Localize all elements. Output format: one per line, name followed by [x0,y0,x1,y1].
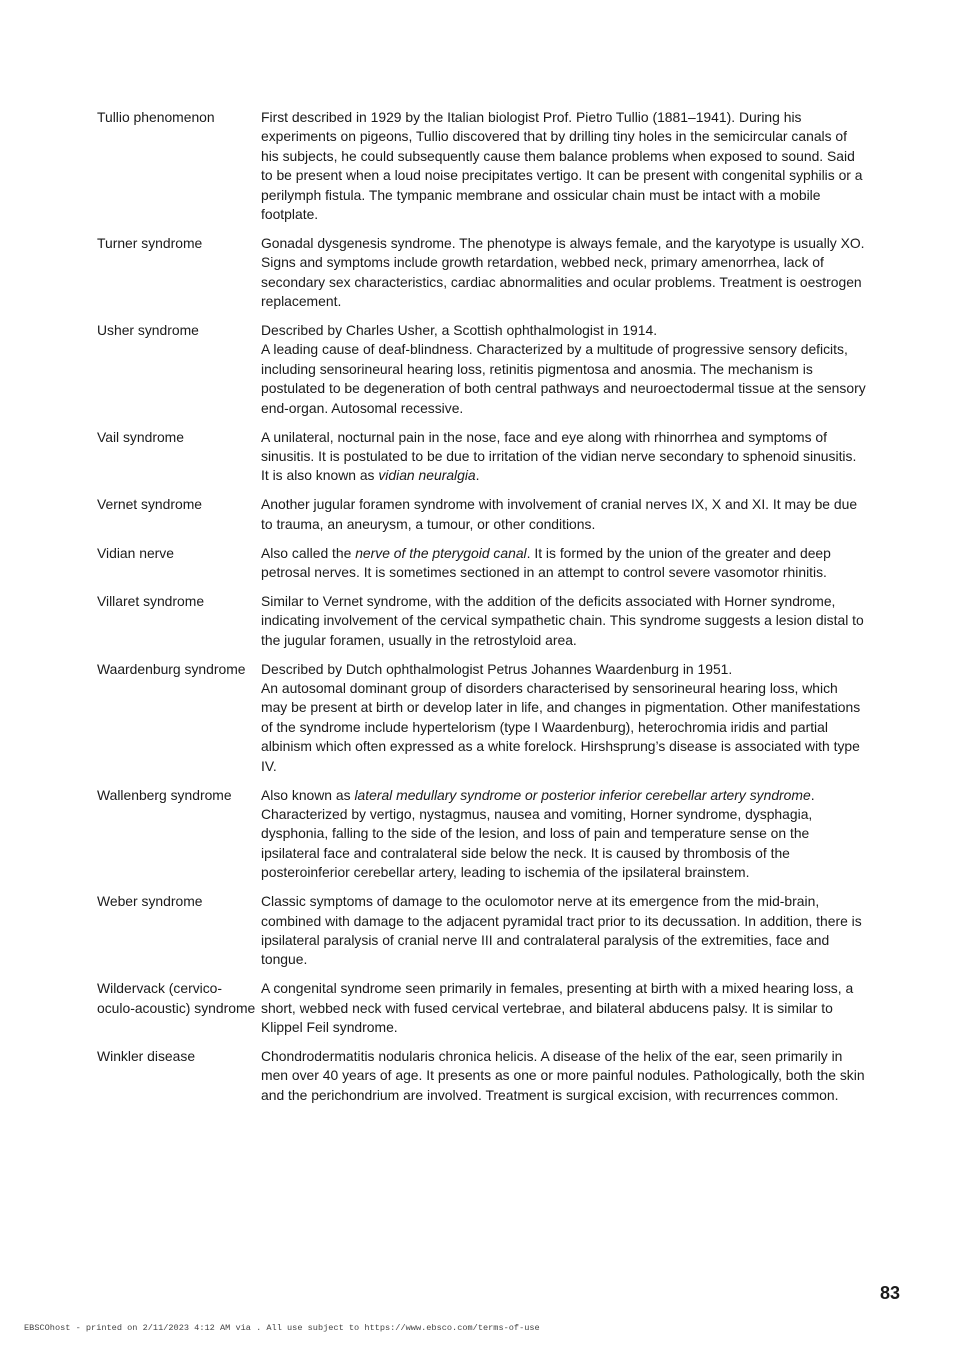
entry-term: Usher syndrome [97,322,199,339]
definition-text: An autosomal dominant group of disorders characterised by sensorineural hearing loss, which may be present at birth or develop later in life, and changes in pigmentation. Other manifestations of the syndrome include hypertelorism (type I Waardenburg), heterochromia iridis and partial albinism which often expressed as a white forelock. Hirshsprung’s disease is associated with type IV. [261,680,861,774]
definition-text: Gonadal dysgenesis syndrome. The phenotype is always female, and the karyotype is usually XO. Signs and symptoms include growth retardation, webbed neck, primary amenorrhea, lack of secondary sex characteristics, cardiac abnormalities and ocular problems. Treatment is oestrogen replacement. [261,234,865,310]
glossary-entry [97,108,867,224]
entry-term: Vail syndrome [97,428,184,445]
italic-term: lateral medullary syndrome or posterior inferior cerebellar artery syndrome [354,786,811,803]
glossary-entry [97,660,867,776]
entry-definition [261,234,867,312]
glossary-entry [97,544,867,583]
definition-paragraph [261,786,867,883]
entry-term: Wildervack (cervico-oculo-acoustic) syndrome [97,980,256,1016]
definition-text: Classic symptoms of damage to the oculomotor nerve at its emergence from the mid-brain, combined with damage to the adjacent pyramidal tract prior to its decussation. In addition, there is ipsilateral paralysis of cranial nerve III and contralateral paralysis of the extremities, face and tongue. [261,893,862,968]
definition-paragraph [261,234,867,312]
definition-text: A leading cause of deaf-blindness. Characterized by a multitude of progressive sensory deficits, including sensorineural hearing loss, retinitis pigmentosa and anosmia. The mechanism is postulated to be degeneration of both central pathways and neuroectodermal tissue at the sensory end-organ. Autosomal recessive. [261,341,866,416]
entry-term: Weber syndrome [97,893,203,910]
entry-definition [261,495,867,534]
print-footer: EBSCOhost - printed on 2/11/2023 4:12 AM via . All use subject to https://www.ebsco.com/terms-of-use [24,1323,540,1333]
glossary-entry [97,1047,867,1105]
definition-text: First described in 1929 by the Italian biologist Prof. Pietro Tullio (1881–1941). During his experiments on pigeons, Tullio discovered that by drilling tiny holes in the semicircular canals of his subjects, he could subsequently cause them balance problems when exposed to sound. Said to be present when a loud noise precipitates vertigo. It can be present with congenital syphilis or a perilymph fistula. The tympanic membrane and ossicular chain must be intact with a mobile footplate. [261,109,863,223]
entry-definition [261,108,867,224]
definition-text: Another jugular foramen syndrome with involvement of cranial nerves IX, X and XI. It may be due to trauma, an aneurysm, a tumour, or other conditions. [261,496,858,532]
definition-paragraph [261,495,867,534]
glossary-entries [97,108,867,1115]
entry-term: Villaret syndrome [97,592,205,609]
entry-definition [261,592,867,650]
definition-paragraph [261,979,867,1037]
entry-definition [261,428,867,486]
definition-paragraph [261,321,867,340]
definition-text: Also called the [261,544,356,561]
definition-text: . Characterized by vertigo, nystagmus, nausea and vomiting, Horner syndrome, dysphagia, dysphonia, falling to the side of the lesion, and loss of pain and temperature sense on the ipsilateral face and contralateral side below the neck. It is caused by thrombosis of the posteroinferior cerebellar artery, leading to ischemia of the ipsilateral brainstem. [261,786,815,881]
definition-text: Described by Dutch ophthalmologist Petrus Johannes Waardenburg in 1951. [261,660,733,677]
definition-text: Chondrodermatitis nodularis chronica helicis. A disease of the helix of the ear, seen primarily in men over 40 years of age. It presents as one or more painful nodules. Pathologically, both the skin and the perichondrium are involved. Treatment is surgical excision, with recurrences common. [261,1047,865,1103]
definition-text: . [475,467,480,484]
definition-paragraph [261,428,867,486]
definition-paragraph [261,660,867,679]
entry-term: Vernet syndrome [97,496,203,513]
entry-definition [261,544,867,583]
definition-text: A unilateral, nocturnal pain in the nose, face and eye along with rhinorrhea and symptoms of sinusitis. It is postulated to be due to irritation of the vidian nerve secondary to sphenoid sinusitis. It is also known as [261,428,857,484]
definition-paragraph [261,679,867,776]
definition-text: Described by Charles Usher, a Scottish ophthalmologist in 1914. [261,322,658,339]
definition-paragraph [261,892,867,970]
entry-definition [261,660,867,776]
glossary-entry [97,979,867,1037]
entry-definition [261,321,867,418]
glossary-entry [97,892,867,970]
definition-text: Similar to Vernet syndrome, with the addition of the deficits associated with Horner syndrome, indicating involvement of the cervical sympathetic chain. This syndrome suggests a lesion distal to the jugular foramen, usually in the retrostyloid area. [261,592,864,648]
definition-paragraph [261,544,867,583]
glossary-entry [97,234,867,312]
italic-term: vidian neuralgia [378,467,476,484]
definition-text: . It is formed by the union of the greater and deep petrosal nerves. It is sometimes sectioned in an attempt to control severe vasomotor rhinitis. [261,544,831,581]
entry-definition [261,786,867,883]
definition-paragraph [261,592,867,650]
definition-paragraph [261,340,867,418]
glossary-entry [97,592,867,650]
glossary-entry [97,428,867,486]
definition-paragraph [261,108,867,224]
entry-definition [261,979,867,1037]
entry-definition [261,892,867,970]
glossary-entry [97,321,867,418]
entry-term: Tullio phenomenon [97,109,215,125]
entry-term: Waardenburg syndrome [97,660,246,677]
glossary-entry [97,495,867,534]
entry-term: Turner syndrome [97,234,203,251]
entry-term: Vidian nerve [97,544,174,561]
definition-text: Also known as [261,786,355,803]
entry-definition [261,1047,867,1105]
definition-text: A congenital syndrome seen primarily in females, presenting at birth with a mixed hearing loss, a short, webbed neck with fused cervical vertebrae, and bilateral abducens palsy. It is similar to Klippel Feil syndrome. [261,980,854,1036]
entry-term: Winkler disease [97,1047,196,1064]
page-number: 83 [879,1283,900,1303]
italic-term: nerve of the pterygoid canal [355,544,527,561]
glossary-entry [97,786,867,883]
definition-paragraph [261,1047,867,1105]
entry-term: Wallenberg syndrome [97,786,232,803]
